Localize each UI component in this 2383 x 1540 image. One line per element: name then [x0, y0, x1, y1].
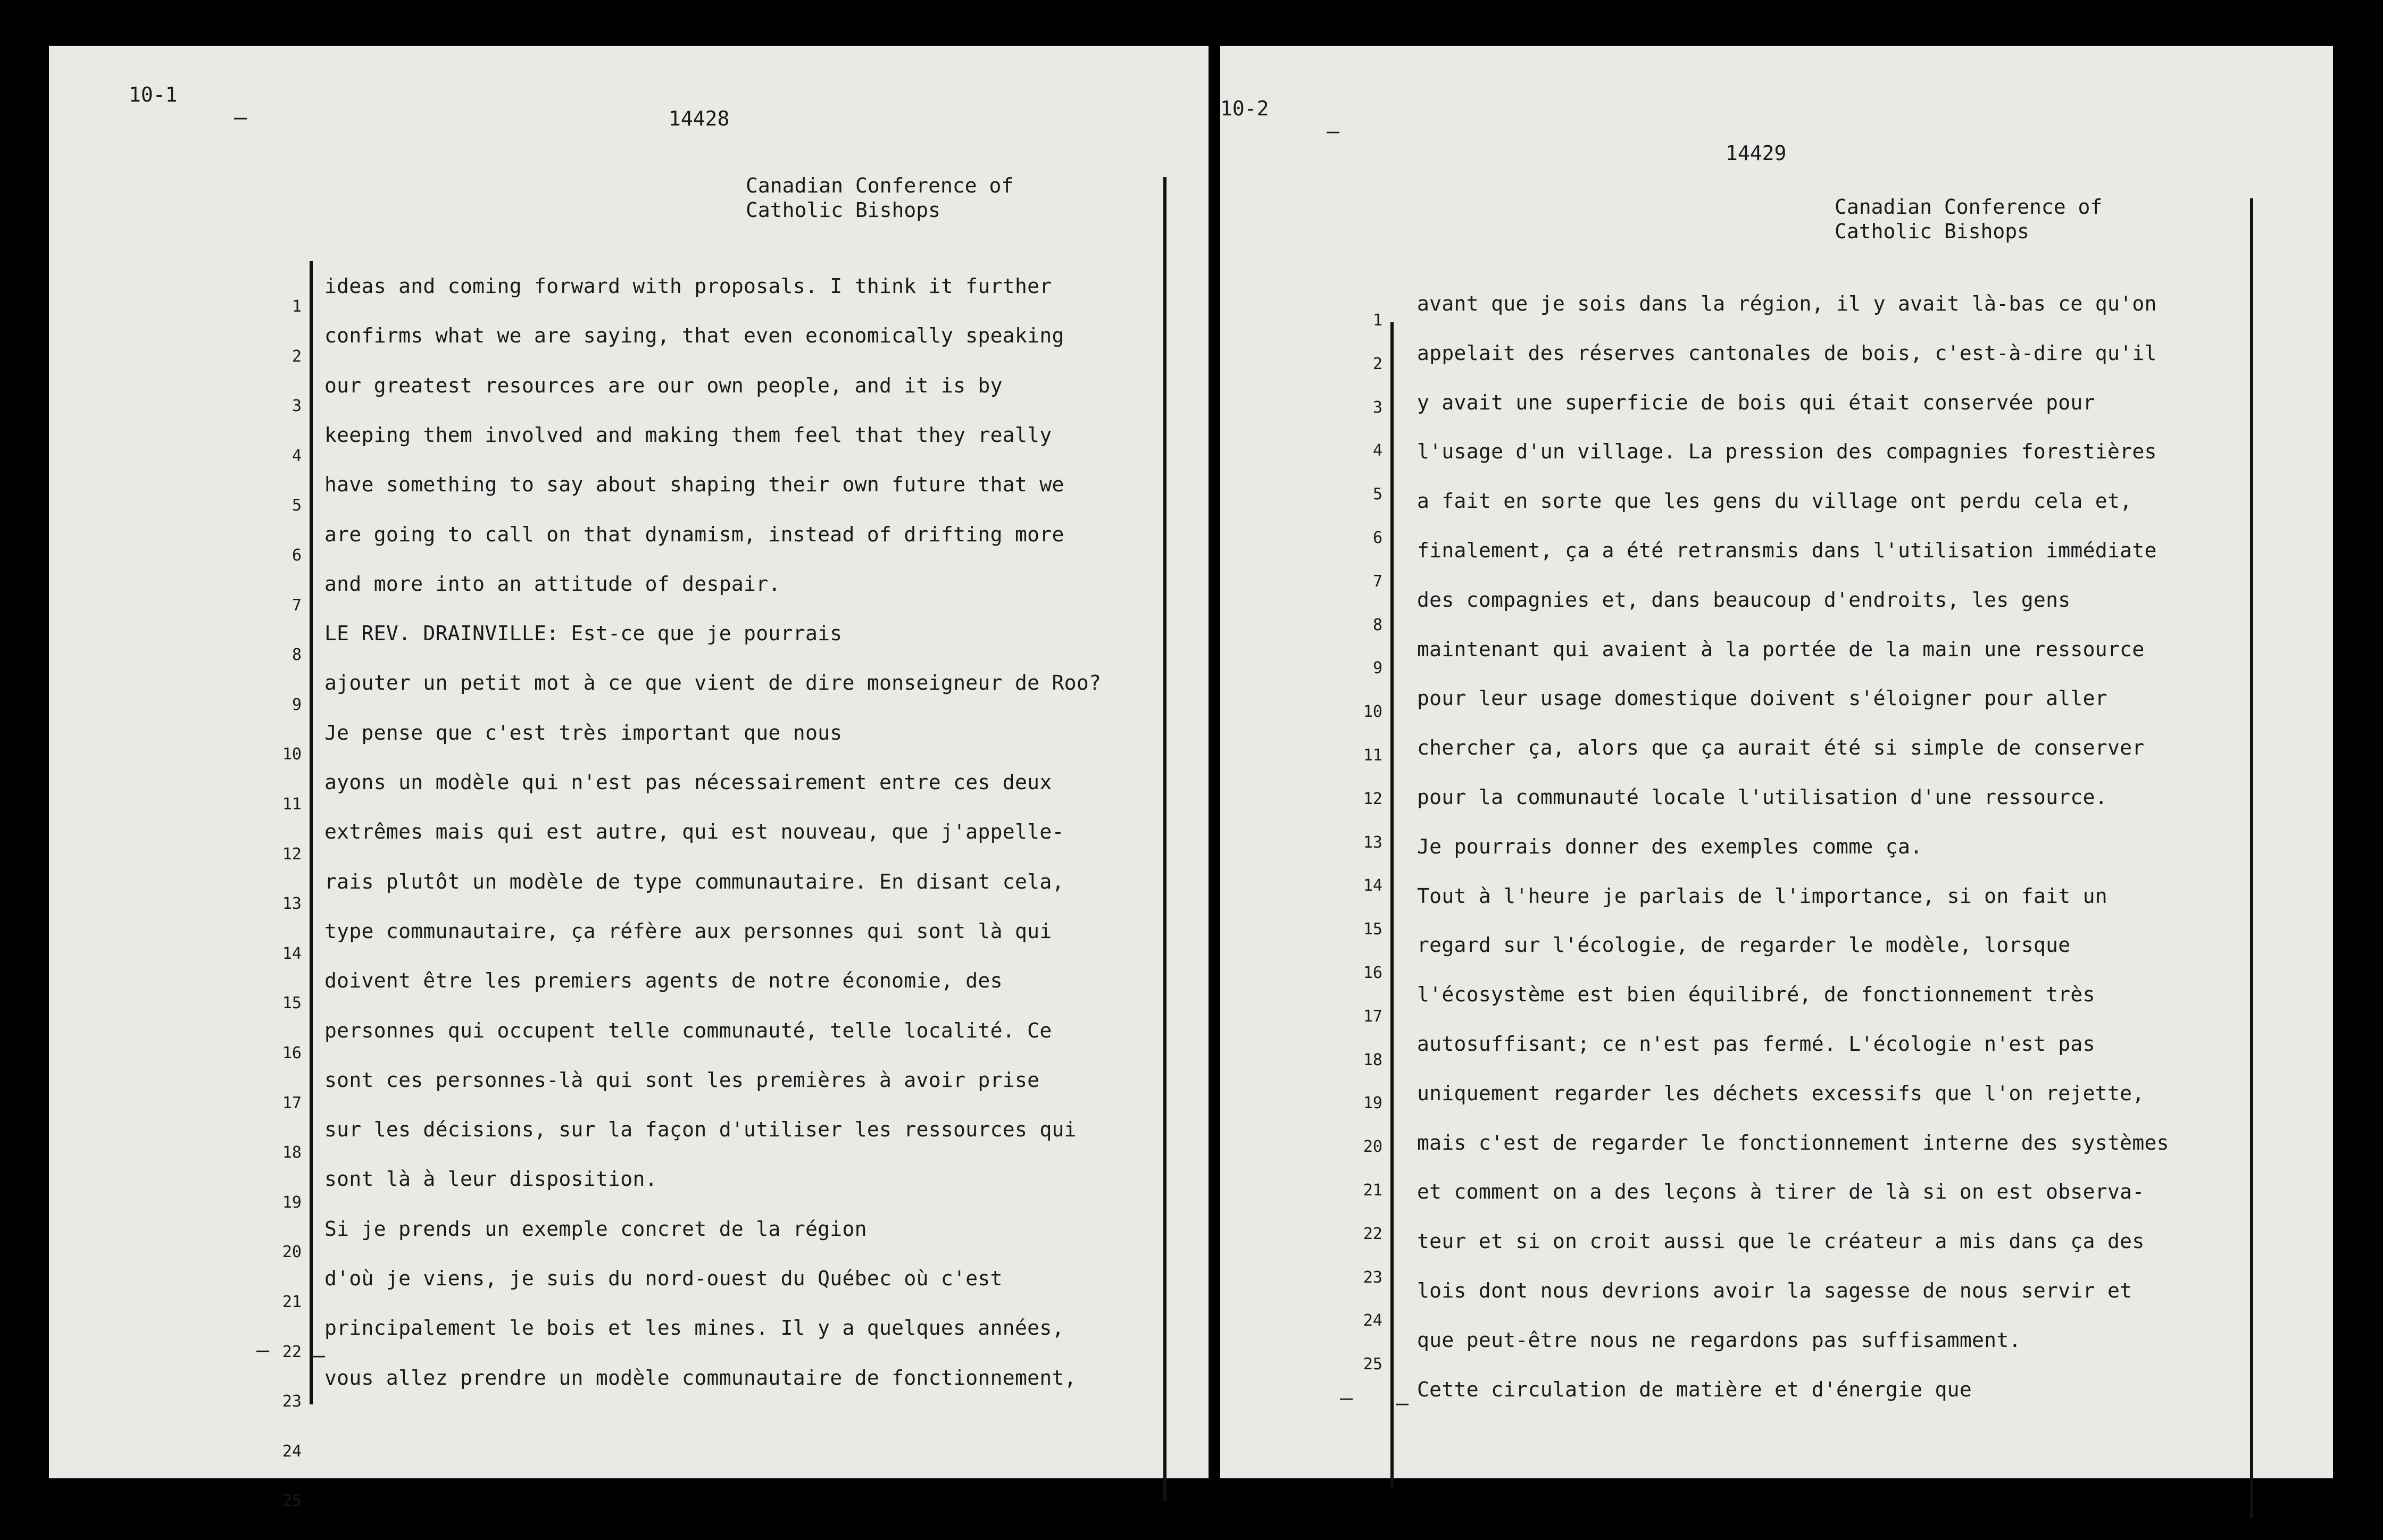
- line-number: 10: [282, 745, 302, 764]
- transcript-line: Je pourrais donner des exemples comme ça.: [1417, 834, 1923, 858]
- page-number: 14429: [1726, 141, 1787, 165]
- transcript-line: type communautaire, ça réfère aux personnes qui sont là qui: [324, 919, 1052, 943]
- line-number: 13: [1363, 833, 1382, 852]
- transcript-line: have something to say about shaping their own future that we: [324, 473, 1064, 497]
- line-number: 4: [1372, 441, 1382, 461]
- line-number: 11: [282, 795, 302, 814]
- transcript-line: sont là à leur disposition.: [324, 1167, 657, 1191]
- line-number: 9: [291, 695, 302, 714]
- line-25-dash: –: [312, 1343, 326, 1368]
- header-dash: –: [234, 105, 247, 130]
- transcript-line: ayons un modèle qui n'est pas nécessairement entre ces deux: [324, 771, 1052, 794]
- line-number: 14: [1363, 876, 1382, 895]
- line-number: 20: [282, 1243, 302, 1262]
- transcript-line: y avait une superficie de bois qui était conservée pour: [1417, 390, 2095, 414]
- transcript-line: appelait des réserves cantonales de bois, c'est-à-dire qu'il: [1417, 341, 2157, 365]
- transcript-line: maintenant qui avaient à la portée de la main une ressource: [1417, 637, 2145, 661]
- line-25-marker: —: [1340, 1386, 1353, 1410]
- line-number: 9: [1372, 659, 1382, 678]
- transcript-line: principalement le bois et les mines. Il y a quelques années,: [324, 1316, 1064, 1340]
- line-number: 3: [1372, 398, 1382, 417]
- transcript-line: keeping them involved and making them feel that they really: [324, 423, 1052, 447]
- line-number: 23: [282, 1392, 302, 1411]
- line-number: 18: [1363, 1050, 1382, 1069]
- line-number: 19: [282, 1193, 302, 1212]
- transcript-line: doivent être les premiers agents de notre économie, des: [324, 969, 1003, 993]
- transcript-line: vous allez prendre un modèle communautaire de fonctionnement,: [324, 1366, 1077, 1390]
- line-number: 25: [1363, 1355, 1382, 1374]
- page-code: 10-1: [129, 83, 178, 106]
- transcript-line: chercher ça, alors que ça aurait été si simple de conserver: [1417, 736, 2145, 760]
- line-number: 2: [291, 347, 302, 366]
- line-number: 17: [1363, 1007, 1382, 1026]
- transcript-line: and more into an attitude of despair.: [324, 572, 781, 596]
- transcript-line: et comment on a des leçons à tirer de là si on est observa-: [1417, 1180, 2145, 1204]
- line-number: 16: [282, 1044, 302, 1062]
- line-number: 20: [1363, 1137, 1382, 1157]
- transcript-line: avant que je sois dans la région, il y avait là-bas ce qu'on: [1417, 292, 2157, 315]
- right-rule: [2250, 198, 2253, 1518]
- transcript-line: Cette circulation de matière et d'énergie que: [1417, 1377, 1972, 1401]
- transcript-line: uniquement regarder les déchets excessifs que l'on rejette,: [1417, 1081, 2145, 1105]
- transcript-line: l'écosystème est bien équilibré, de fonctionnement très: [1417, 983, 2095, 1007]
- transcript-line: pour leur usage domestique doivent s'éloigner pour aller: [1417, 687, 2107, 710]
- header-block: [746, 173, 1013, 222]
- transcript-line: autosuffisant; ce n'est pas fermé. L'écologie n'est pas: [1417, 1032, 2095, 1056]
- header-dash: –: [1327, 119, 1340, 144]
- line-number: 6: [1372, 529, 1382, 547]
- transcript-line: extrêmes mais qui est autre, qui est nouveau, que j'appelle-: [324, 820, 1064, 844]
- transcript-line: Je pense que c'est très important que nous: [324, 721, 843, 744]
- line-number: 7: [1372, 572, 1382, 591]
- line-25-marker: —: [256, 1338, 270, 1362]
- line-number: 1: [291, 297, 302, 316]
- line-number: 18: [282, 1143, 302, 1162]
- transcript-line: regard sur l'écologie, de regarder le modèle, lorsque: [1417, 933, 2071, 957]
- transcript-line: sont ces personnes-là qui sont les premières à avoir prise: [324, 1068, 1040, 1092]
- transcript-line: ajouter un petit mot à ce que vient de dire monseigneur de Roo?: [324, 671, 1102, 695]
- transcript-line: d'où je viens, je suis du nord-ouest du Québec où c'est: [324, 1267, 1003, 1290]
- header-line-1: Canadian Conference of: [1835, 195, 2103, 219]
- transcript-line: que peut-être nous ne regardons pas suffisamment.: [1417, 1328, 2021, 1352]
- transcript-line: finalement, ça a été retransmis dans l'utilisation immédiate: [1417, 539, 2157, 562]
- transcript-page-right: [1220, 46, 2333, 1478]
- line-number: 25: [282, 1492, 302, 1511]
- header-line-1: Canadian Conference of: [746, 174, 1014, 197]
- page-code: 10-2: [1220, 97, 1269, 120]
- header-line-2: Catholic Bishops: [1835, 220, 2030, 243]
- line-number: 3: [291, 397, 302, 416]
- transcript-line: personnes qui occupent telle communauté, telle localité. Ce: [324, 1018, 1052, 1042]
- transcript-line: pour la communauté locale l'utilisation d'une ressource.: [1417, 785, 2107, 809]
- right-rule: [1163, 177, 1166, 1501]
- line-number: 2: [1372, 354, 1382, 373]
- line-number: 24: [1363, 1311, 1382, 1330]
- transcript-line: sur les décisions, sur la façon d'utiliser les ressources qui: [324, 1118, 1077, 1142]
- line-number: 1: [1372, 311, 1382, 330]
- line-number: 12: [1363, 789, 1382, 808]
- line-number: 11: [1363, 746, 1382, 765]
- header-line-2: Catholic Bishops: [746, 198, 941, 222]
- line-number: 23: [1363, 1268, 1382, 1287]
- line-number: 13: [282, 894, 302, 914]
- line-number: 22: [1363, 1224, 1382, 1243]
- line-number: 21: [282, 1293, 302, 1311]
- line-number: 15: [282, 994, 302, 1013]
- transcript-line: confirms what we are saying, that even economically speaking: [324, 324, 1064, 348]
- line-number: 10: [1363, 702, 1382, 722]
- line-number: 15: [1363, 920, 1382, 939]
- transcript-line: mais c'est de regarder le fonctionnement interne des systèmes: [1417, 1131, 2169, 1154]
- transcript-line: Tout à l'heure je parlais de l'importance, si on fait un: [1417, 884, 2107, 908]
- line-number: 7: [291, 596, 302, 615]
- line-number: 22: [282, 1342, 302, 1361]
- line-number: 8: [291, 646, 302, 665]
- line-number: 24: [282, 1442, 302, 1461]
- transcript-line: teur et si on croit aussi que le créateur a mis dans ça des: [1417, 1229, 2145, 1253]
- transcript-page-left: [49, 46, 1209, 1511]
- line-number: 17: [282, 1093, 302, 1112]
- margin-rule: [1390, 322, 1394, 1487]
- line-number: 4: [291, 446, 302, 465]
- line-number: 19: [1363, 1094, 1382, 1113]
- page-number: 14428: [669, 107, 730, 130]
- transcript-line: lois dont nous devrions avoir la sagesse de nous servir et: [1417, 1279, 2132, 1302]
- transcript-line: are going to call on that dynamism, instead of drifting more: [324, 522, 1064, 546]
- line-number: 16: [1363, 964, 1382, 982]
- line-number: 8: [1372, 615, 1382, 634]
- line-number: 14: [282, 944, 302, 963]
- line-25-dash: –: [1396, 1391, 1409, 1416]
- transcript-line: ideas and coming forward with proposals. I think it further: [324, 274, 1052, 298]
- header-block: [1835, 195, 2102, 244]
- line-number: 5: [291, 496, 302, 515]
- line-number: 6: [291, 546, 302, 565]
- margin-rule: [310, 261, 313, 1404]
- transcript-line: rais plutôt un modèle de type communautaire. En disant cela,: [324, 869, 1064, 893]
- transcript-line: l'usage d'un village. La pression des compagnies forestières: [1417, 440, 2157, 464]
- transcript-line: des compagnies et, dans beaucoup d'endroits, les gens: [1417, 588, 2071, 612]
- transcript-line: Si je prends un exemple concret de la région: [324, 1217, 867, 1241]
- line-number: 12: [282, 844, 302, 864]
- transcript-line: LE REV. DRAINVILLE: Est-ce que je pourrais: [324, 622, 843, 646]
- transcript-line: a fait en sorte que les gens du village ont perdu cela et,: [1417, 489, 2132, 513]
- line-number: 21: [1363, 1181, 1382, 1200]
- line-number: 5: [1372, 485, 1382, 504]
- transcript-line: our greatest resources are our own people, and it is by: [324, 373, 1003, 397]
